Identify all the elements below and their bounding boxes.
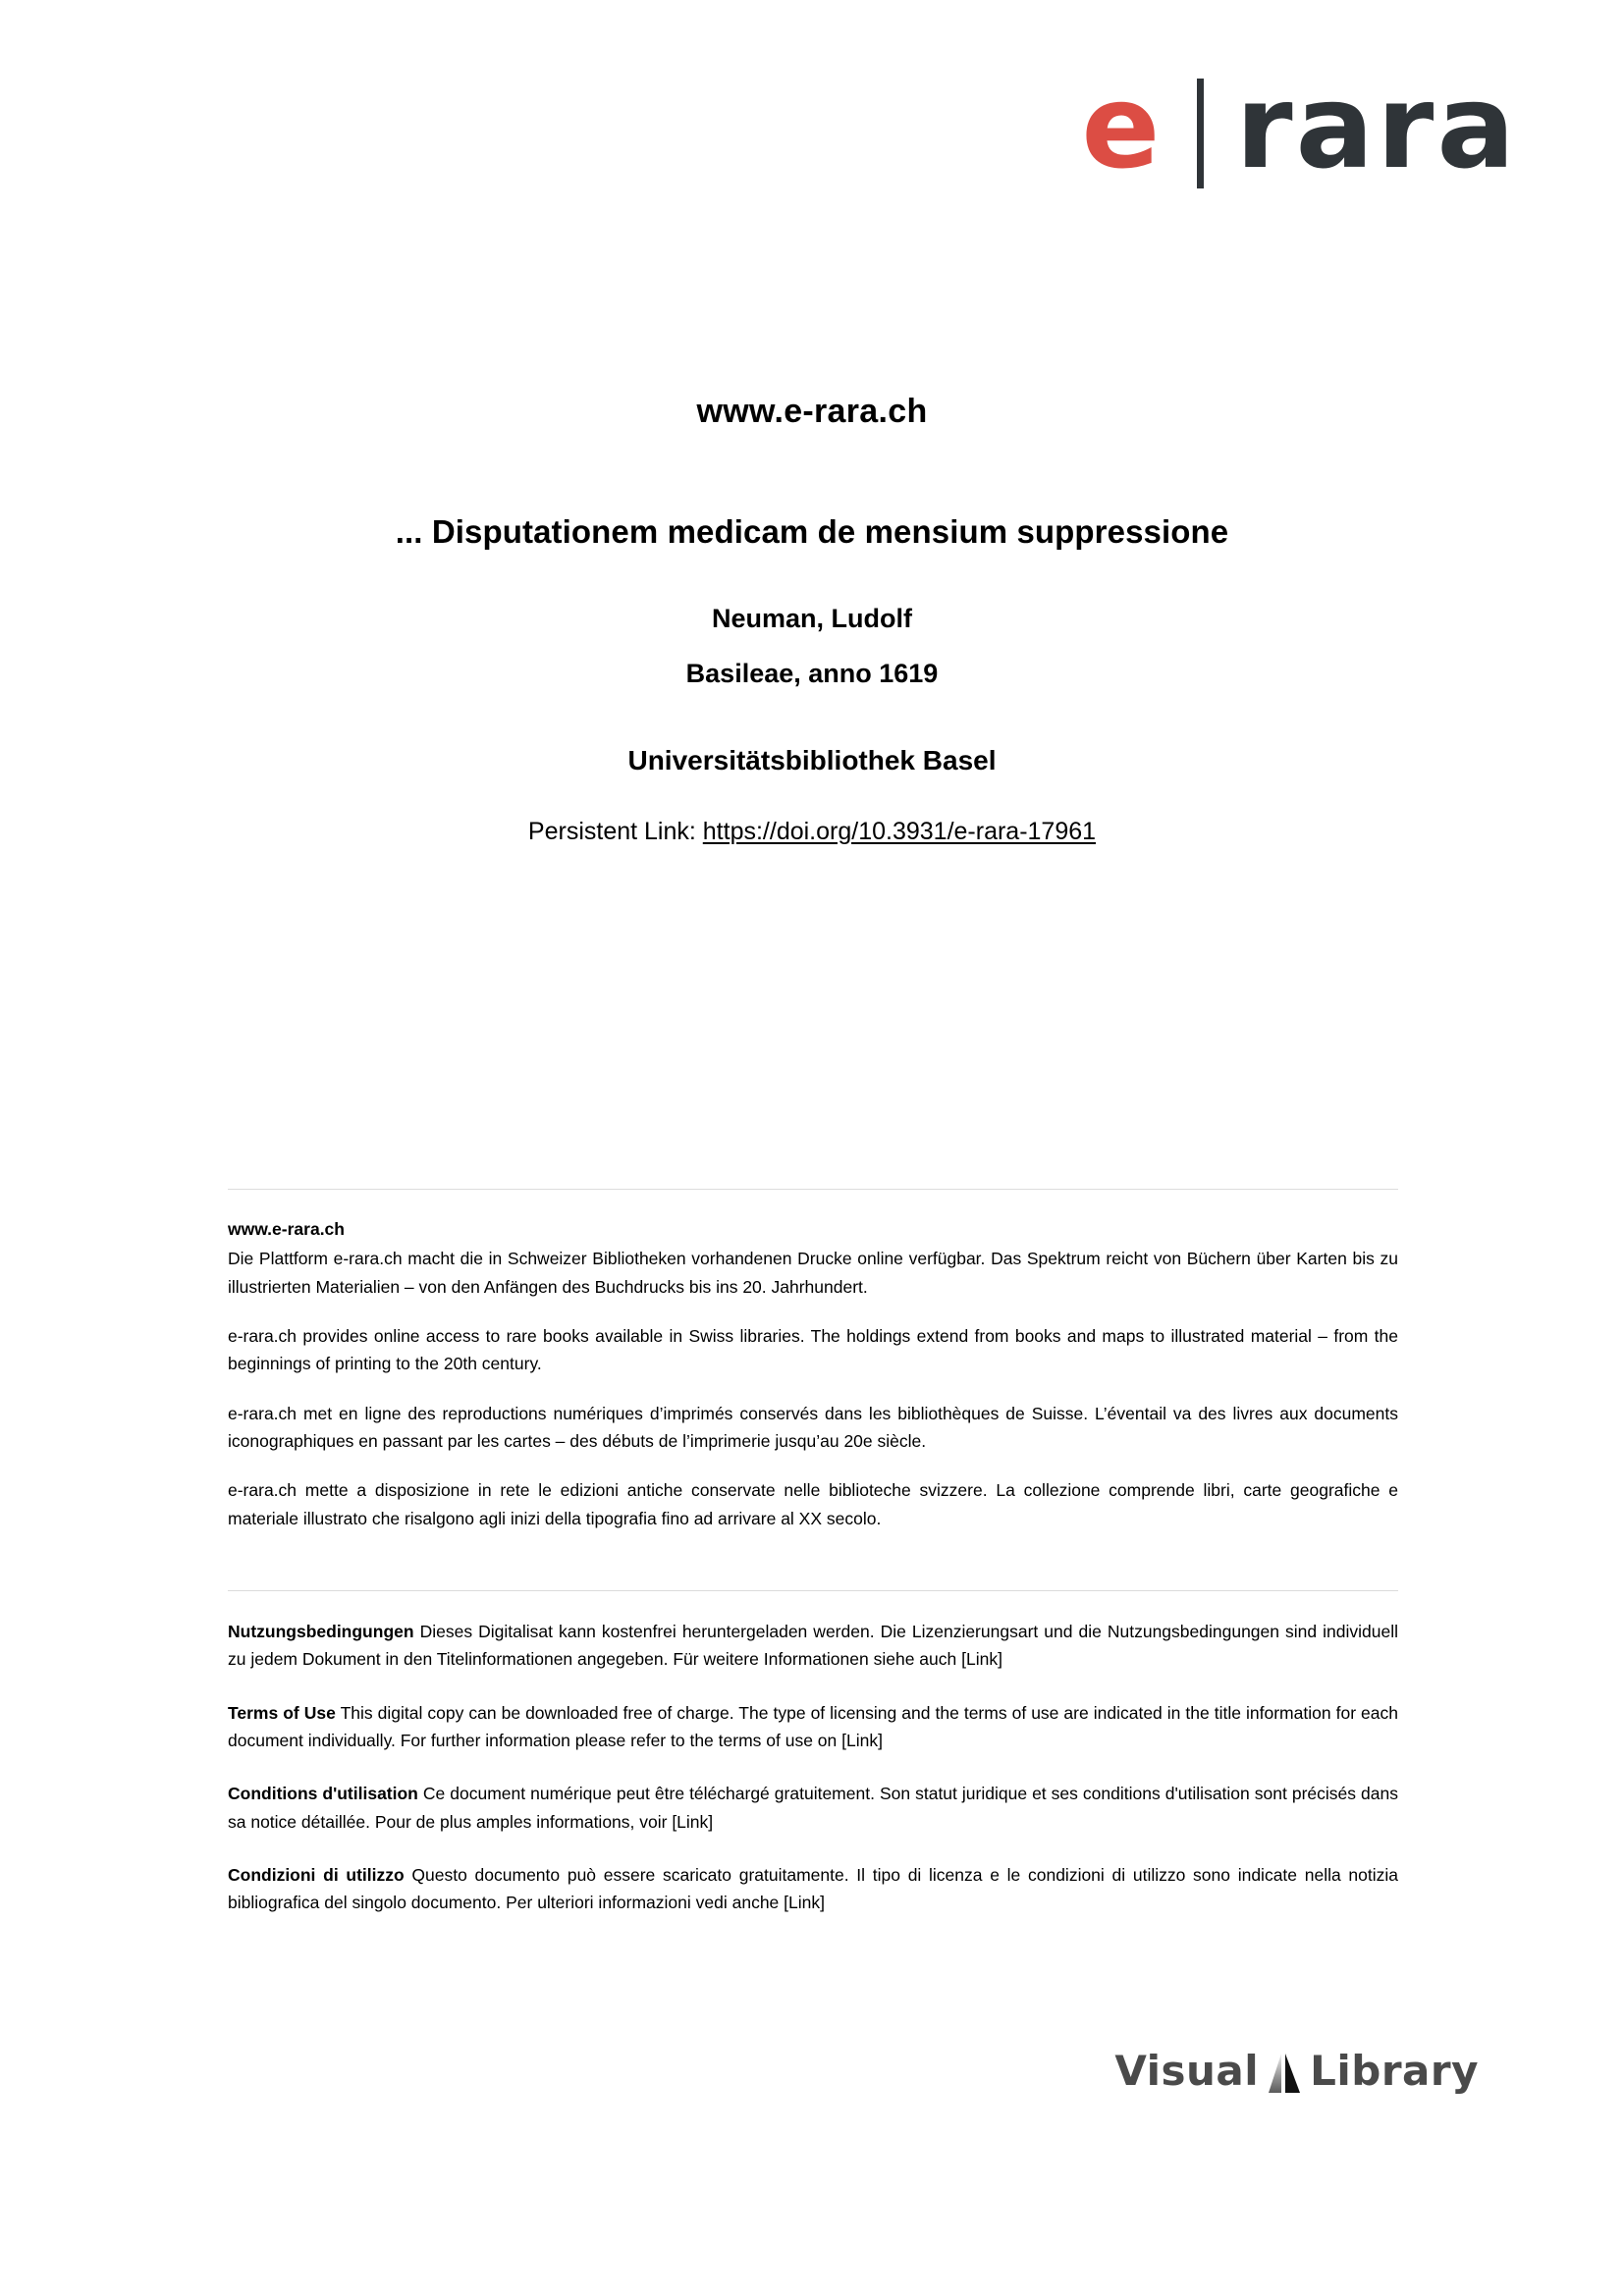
platform-info-block: [228, 1215, 1398, 1532]
terms-fr: [228, 1780, 1398, 1836]
terms-en-lead: Terms of Use: [228, 1702, 336, 1723]
platform-info-it: e-rara.ch mette a disposizione in rete le edizioni antiche conservate nelle biblioteche svizzere. La collezione comprende libri, carte geografiche e materiale illustrato che risalgono agli inizi della tipografia fino ad arrivare al XX secolo.: [228, 1480, 1398, 1528]
platform-info-en: e-rara.ch provides online access to rare books available in Swiss libraries. The holdings extend from books and maps to illustrated material – from the beginnings of printing to the 20th century.: [228, 1326, 1398, 1374]
brand-e-letter: e: [1081, 59, 1159, 194]
terms-en: [228, 1699, 1398, 1755]
brand-rara-word: rara: [1235, 59, 1518, 194]
terms-it: [228, 1861, 1398, 1917]
e-rara-logo: [1081, 59, 1518, 194]
brand-divider-bar: [1197, 79, 1204, 188]
open-book-icon: [1265, 2048, 1304, 2095]
divider-middle: [228, 1590, 1398, 1591]
document-imprint: Basileae, anno 1619: [685, 659, 939, 689]
terms-it-lead: Condizioni di utilizzo: [228, 1865, 405, 1886]
terms-de-body: Dieses Digitalisat kann kostenfrei heruntergeladen werden. Die Lizenzierungsart und die Nutzungsbedingungen sind individuell zu jedem Dokument in den Titelinformationen angegeben. Für weitere Informationen siehe auch [Link]: [228, 1622, 1398, 1670]
terms-of-use-block: [228, 1618, 1398, 1917]
visual-library-word-one: Visual: [1114, 2047, 1260, 2095]
visual-library-word-two: Library: [1310, 2047, 1479, 2095]
platform-info-de: Die Plattform e-rara.ch macht die in Schweizer Bibliotheken vorhandenen Drucke online verfügbar. Das Spektrum reicht von Büchern über Karten bis zu illustrierten Materialien – von den Anfängen des Buchdrucks bis ins 20. Jahrhundert.: [228, 1249, 1398, 1297]
terms-it-body: Questo documento può essere scaricato gratuitamente. Il tipo di licenza e le condizioni di utilizzo sono indicate nella notizia bibliografica del singolo documento. Per ulteriori informazioni vedi anche [Link]: [228, 1865, 1399, 1913]
divider-top: [228, 1189, 1398, 1190]
site-title: www.e-rara.ch: [696, 393, 928, 430]
persistent-link-row: [147, 778, 1477, 848]
terms-fr-body: Ce document numérique peut être téléchargé gratuitement. Son statut juridique et ses conditions d'utilisation sont précisés dans sa notice détaillée. Pour de plus amples informations, voir [Link]: [228, 1784, 1398, 1832]
persistent-link[interactable]: https://doi.org/10.3931/e-rara-17961: [702, 817, 1097, 845]
page-title: ... Disputationem medicam de mensium suppressione: [395, 512, 1229, 550]
terms-de-lead: Nutzungsbedingungen: [228, 1622, 414, 1641]
visual-library-logo: [1114, 2044, 1479, 2099]
persistent-link-label: Persistent Link:: [527, 817, 703, 845]
platform-info-heading: www.e-rara.ch: [228, 1219, 345, 1239]
holding-library: Universitätsbibliothek Basel: [627, 744, 997, 775]
platform-info-fr: e-rara.ch met en ligne des reproductions numériques d’imprimés conservés dans les bibliothèques de Suisse. L’éventail va des livres aux documents iconographiques en passant par les cartes – des débuts de l’imprimerie jusqu’au 20e siècle.: [228, 1403, 1398, 1452]
terms-de: [228, 1618, 1398, 1674]
title-block: [147, 391, 1477, 847]
terms-fr-lead: Conditions d'utilisation: [228, 1784, 418, 1804]
terms-en-body: This digital copy can be downloaded free of charge. The type of licensing and the terms of use are indicated in the title information for each document individually. For further information please refer to the terms of use on [Link]: [228, 1702, 1398, 1751]
document-author: Neuman, Ludolf: [712, 604, 912, 634]
